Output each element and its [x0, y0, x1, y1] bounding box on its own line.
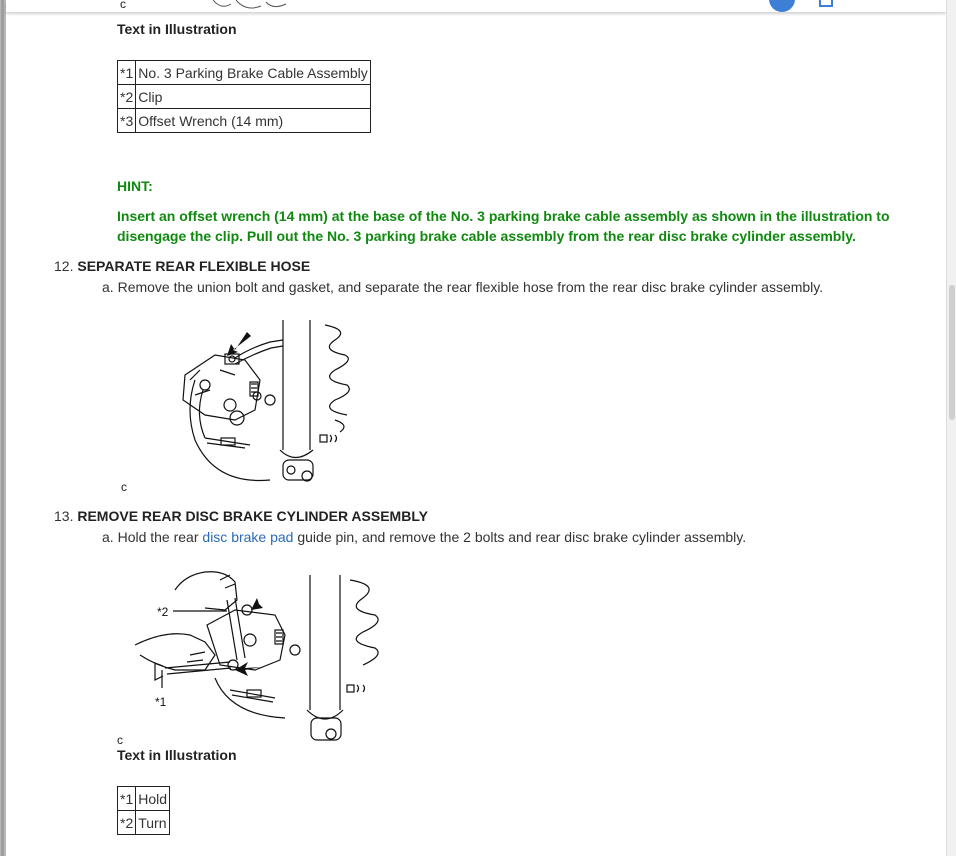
step-title: REMOVE REAR DISC BRAKE CYLINDER ASSEMBLY — [77, 508, 428, 524]
step-13-heading — [54, 508, 428, 524]
legend-key: *3 — [118, 109, 136, 133]
legend-label: Offset Wrench (14 mm) — [136, 109, 371, 133]
step-title: SEPARATE REAR FLEXIBLE HOSE — [77, 258, 311, 274]
text-in-illustration-heading: Text in Illustration — [117, 747, 237, 763]
substep-text-after: guide pin, and remove the 2 bolts and rear disc brake cylinder assembly. — [293, 529, 747, 545]
step-13-substep — [102, 529, 746, 545]
hint-text: Insert an offset wrench (14 mm) at the base of the No. 3 parking brake cable assembly as shown in the illustration to disengage the clip. Pull out the No. 3 parking brake cable assembly from the rear disc brake cylinder assembly. — [117, 208, 890, 244]
legend-key: *1 — [118, 787, 136, 811]
table-row — [118, 85, 371, 109]
legend-label: Clip — [136, 85, 371, 109]
substep-text: Remove the union bolt and gasket, and separate the rear flexible hose from the rear disc brake cylinder assembly. — [117, 279, 824, 295]
legend-key: *2 — [118, 85, 136, 109]
legend-key: *1 — [118, 61, 136, 85]
vertical-scrollbar[interactable] — [946, 0, 956, 856]
substep-text-before: Hold the rear — [117, 529, 203, 545]
table-row — [118, 811, 170, 835]
figure-caption: c — [121, 480, 127, 494]
legend-label: No. 3 Parking Brake Cable Assembly — [136, 61, 371, 85]
substep-letter: a. — [102, 529, 114, 545]
step-number: 13. — [54, 508, 74, 524]
top-figure-caption: c — [120, 0, 126, 11]
figure-label-1: *1 — [155, 695, 167, 709]
action-circle-button[interactable] — [769, 0, 795, 12]
top-toolbar — [6, 0, 946, 12]
figure-label-2: *2 — [157, 605, 169, 619]
clipped-illustration-fragment — [211, 0, 291, 12]
rear-flexible-hose-illustration — [175, 320, 355, 490]
step-number: 12. — [54, 258, 74, 274]
legend-label: Hold — [136, 787, 170, 811]
step-12-heading — [54, 258, 310, 274]
text-in-illustration-heading: Text in Illustration — [117, 21, 237, 37]
figure-caption: c — [117, 733, 123, 747]
legend-key: *2 — [118, 811, 136, 835]
substep-letter: a. — [102, 279, 114, 295]
illustration-legend-table — [117, 786, 170, 835]
step-12-substep — [102, 279, 823, 295]
disc-brake-pad-link[interactable]: disc brake pad — [202, 529, 294, 545]
legend-label: Turn — [136, 811, 170, 835]
illustration-legend-table — [117, 60, 371, 133]
left-border — [0, 0, 6, 856]
hint-label: HINT: — [117, 178, 153, 194]
table-row — [118, 61, 371, 85]
table-row — [118, 109, 371, 133]
remove-caliper-illustration — [135, 570, 385, 745]
table-row — [118, 787, 170, 811]
scrollbar-thumb[interactable] — [949, 285, 955, 420]
document-icon[interactable] — [818, 0, 836, 8]
